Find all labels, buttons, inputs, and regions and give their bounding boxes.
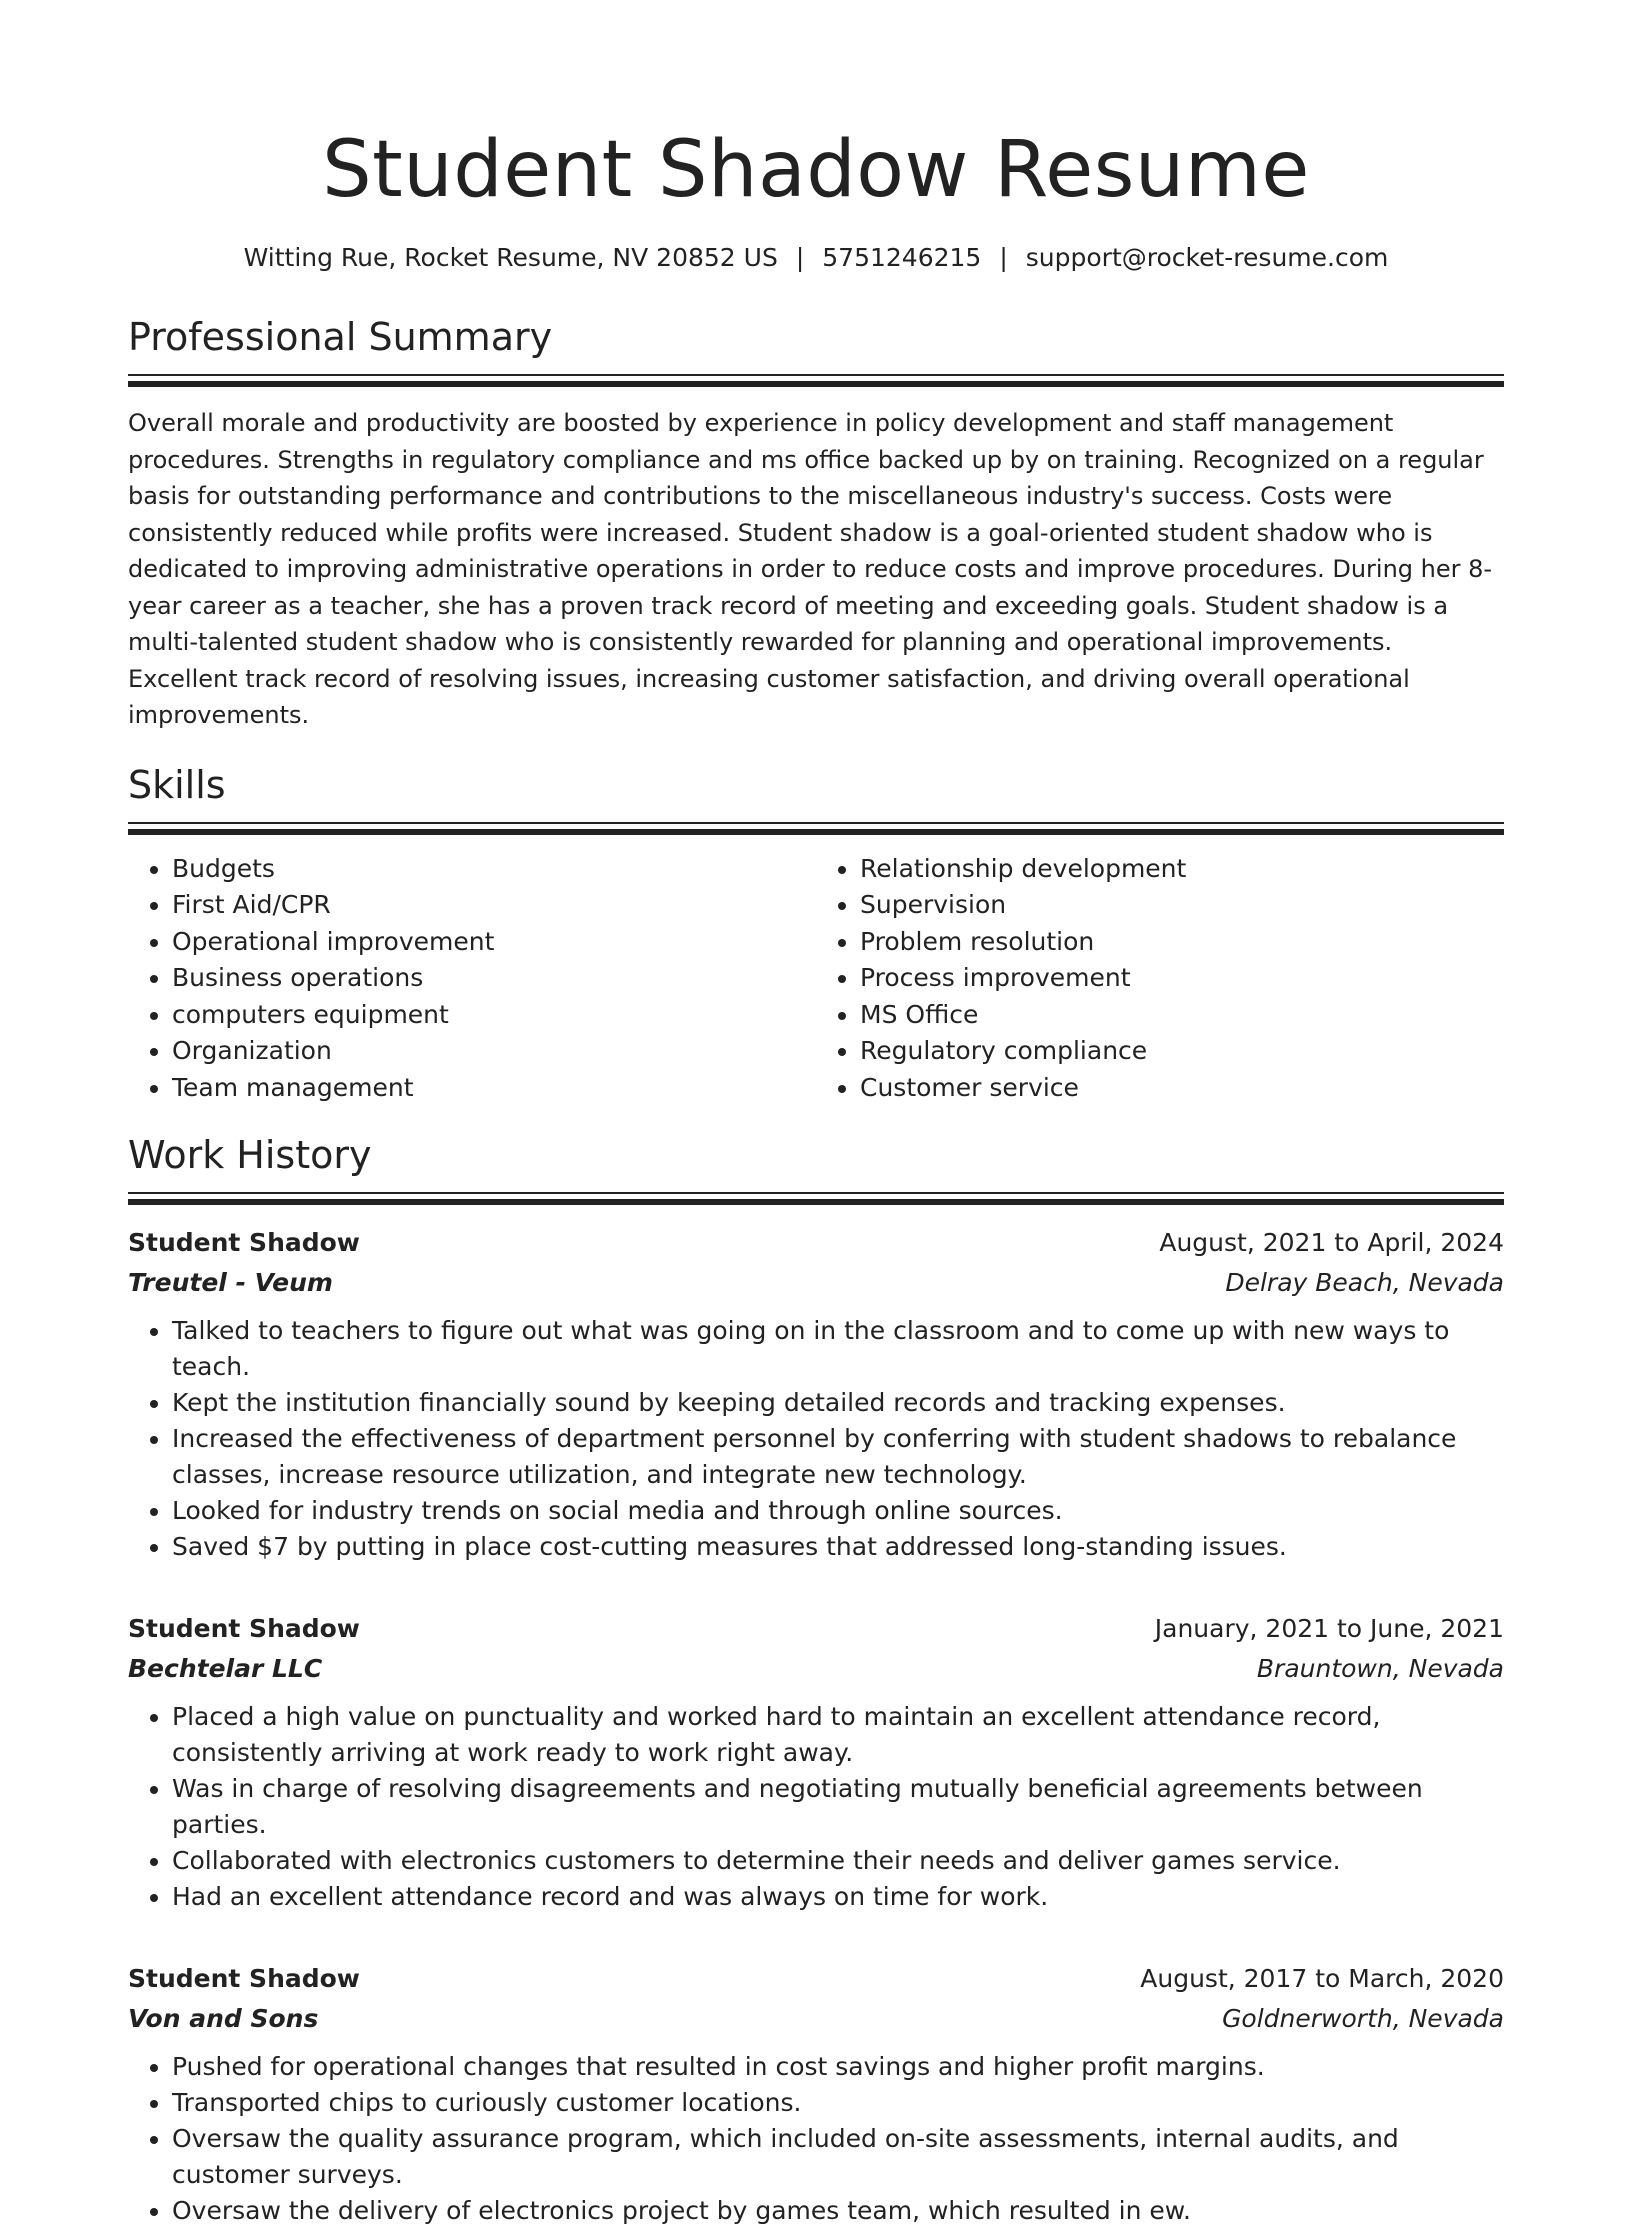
job-bullets (128, 1313, 1504, 1565)
job-bullets (128, 1699, 1504, 1915)
job-bullet: • Looked for industry trends on social media and through online sources. (172, 1493, 1504, 1529)
work-history-section (128, 1130, 1504, 2229)
job-company: Von and Sons (128, 2004, 319, 2033)
section-title-summary: Professional Summary (128, 315, 553, 359)
job-dates: August, 2021 to April, 2024 (1159, 1228, 1504, 1257)
contact-separator: | (795, 243, 805, 272)
job-company: Treutel - Veum (128, 1268, 333, 1297)
skills-section (128, 760, 1504, 1107)
job-dates: August, 2017 to March, 2020 (1140, 1964, 1504, 1993)
skill-item: • computers equipment (172, 997, 816, 1034)
section-divider (128, 822, 1504, 835)
section-divider (128, 374, 1504, 387)
job-bullet: • Increased the effectiveness of department personnel by conferring with student shadows to rebalance classes, increase resource utilization, and integrate new technology. (172, 1421, 1504, 1493)
job-dates: January, 2021 to June, 2021 (1154, 1614, 1504, 1643)
contact-address: Witting Rue, Rocket Resume, NV 20852 US (243, 243, 778, 272)
skill-item: • Operational improvement (172, 924, 816, 961)
job-header-row (128, 1609, 1504, 1649)
job-company-row (128, 1999, 1504, 2039)
skill-item: • Supervision (860, 887, 1504, 924)
skill-item: • Budgets (172, 851, 816, 888)
job-bullet: • Placed a high value on punctuality and worked hard to maintain an excellent attendance record, consistently arriving at work ready to work right away. (172, 1699, 1504, 1771)
summary-section (128, 312, 1504, 734)
skill-item: • Business operations (172, 960, 816, 997)
job-header-row (128, 1959, 1504, 1999)
job-title: Student Shadow (128, 1228, 360, 1257)
skill-item: • Process improvement (860, 960, 1504, 997)
job-bullet: • Kept the institution financially sound by keeping detailed records and tracking expenses. (172, 1385, 1504, 1421)
contact-email[interactable]: support@rocket-resume.com (1025, 243, 1389, 272)
job-bullets (128, 2049, 1504, 2229)
summary-text: Overall morale and productivity are boosted by experience in policy development and staff management procedures. Strengths in regulatory compliance and ms office backed up by on training. Recognized on a regular basis for outstanding performance and contributions to the miscellaneous industry's success. Costs were consistently reduced while profits were increased. Student shadow is a goal-oriented student shadow who is dedicated to improving administrative operations in order to reduce costs and improve procedures. During her 8-year career as a teacher, she has a proven track record of meeting and exceeding goals. Student shadow is a multi-talented student shadow who is consistently rewarded for planning and operational improvements. Excellent track record of resolving issues, increasing customer satisfaction, and driving overall operational improvements. (128, 409, 1493, 729)
job-bullet: • Transported chips to curiously customer locations. (172, 2085, 1504, 2121)
job-company-row (128, 1649, 1504, 1689)
job-bullet: • Was in charge of resolving disagreements and negotiating mutually beneficial agreements between parties. (172, 1771, 1504, 1843)
skill-item: • MS Office (860, 997, 1504, 1034)
skill-item: • Team management (172, 1070, 816, 1107)
job-entry (128, 1609, 1504, 1915)
job-bullet: • Oversaw the delivery of electronics project by games team, which resulted in ew. (172, 2193, 1504, 2229)
job-company-row (128, 1263, 1504, 1303)
skills-list-right (816, 851, 1504, 1107)
resume-page (128, 0, 1504, 2229)
job-entry (128, 1223, 1504, 1565)
job-company: Bechtelar LLC (128, 1654, 323, 1683)
job-bullet: • Collaborated with electronics customers to determine their needs and deliver games service. (172, 1843, 1504, 1879)
skills-list-left (128, 851, 816, 1107)
job-location: Delray Beach, Nevada (1225, 1268, 1504, 1297)
job-location: Brauntown, Nevada (1256, 1654, 1504, 1683)
job-title: Student Shadow (128, 1614, 360, 1643)
skill-item: • Organization (172, 1033, 816, 1070)
skill-item: • First Aid/CPR (172, 887, 816, 924)
skill-item: • Problem resolution (860, 924, 1504, 961)
job-bullet: • Pushed for operational changes that resulted in cost savings and higher profit margins. (172, 2049, 1504, 2085)
job-bullet: • Talked to teachers to figure out what was going on in the classroom and to come up with new ways to teach. (172, 1313, 1504, 1385)
job-header-row (128, 1223, 1504, 1263)
job-bullet: • Oversaw the quality assurance program, which included on-site assessments, internal audits, and customer surveys. (172, 2121, 1504, 2193)
contact-separator: | (999, 243, 1008, 272)
job-bullet: • Saved $7 by putting in place cost-cutting measures that addressed long-standing issues. (172, 1529, 1504, 1565)
skill-item: • Regulatory compliance (860, 1033, 1504, 1070)
skill-item: • Relationship development (860, 851, 1504, 888)
job-title: Student Shadow (128, 1964, 360, 1993)
section-title-work-history: Work History (128, 1133, 372, 1177)
skill-item: • Customer service (860, 1070, 1504, 1107)
section-divider (128, 1192, 1504, 1205)
resume-title: Student Shadow Resume (322, 125, 1310, 215)
job-bullet: • Had an excellent attendance record and was always on time for work. (172, 1879, 1504, 1915)
section-title-skills: Skills (128, 762, 226, 807)
contact-phone[interactable]: 5751246215 (822, 243, 982, 272)
job-entry (128, 1959, 1504, 2229)
job-location: Goldnerworth, Nevada (1222, 2004, 1504, 2033)
contact-line (128, 240, 1504, 276)
skills-grid (128, 851, 1504, 1107)
